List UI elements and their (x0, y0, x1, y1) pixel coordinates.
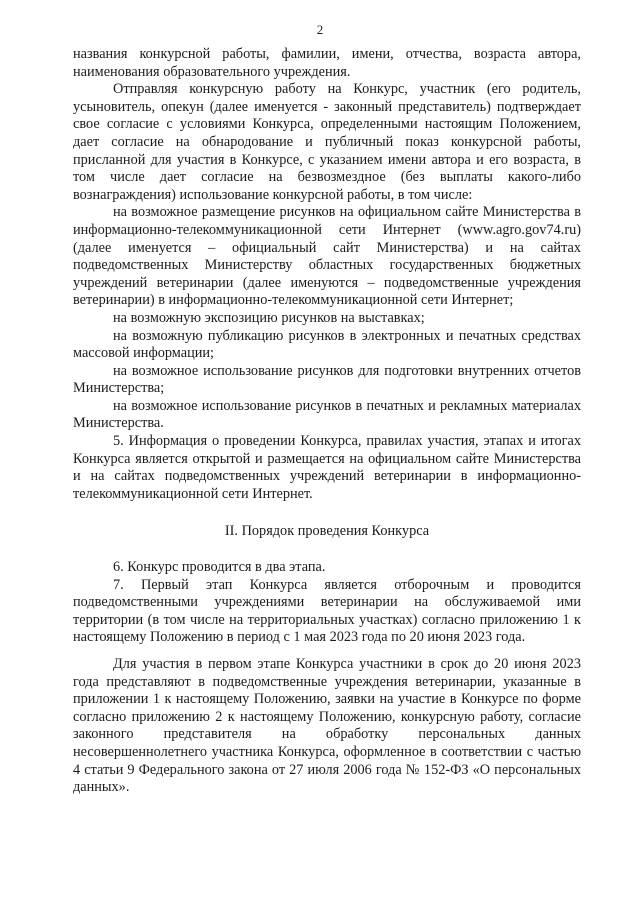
list-item-reports: на возможное использование рисунков для подготовки внутренних отчетов Министерства; (73, 362, 581, 397)
section-heading: II. Порядок проведения Конкурса (224, 523, 430, 540)
list-item-website: на возможное размещение рисунков на официальном сайте Министерства в информационно-телекоммуникационной сети Интернет (www.agro.gov74.ru) (далее именуется – официальный сайт Министерства) и на сайтах подведомственных Министерству областных государственных бюджетных учреждений ветеринарии (далее именуются – подведомственные учреждения ветеринарии) в информационно-телекоммуникационной сети Интернет; (73, 204, 581, 309)
paragraph-continuation: названия конкурсной работы, фамилии, имени, отчества, возраста автора, наименования образовательного учреждения. (73, 46, 581, 80)
list-item-exhibition: на возможную экспозицию рисунков на выставках; (113, 309, 425, 326)
paragraph-item-6: 6. Конкурс проводится в два этапа. (113, 559, 326, 576)
paragraph-item-7: 7. Первый этап Конкурса является отборочным и проводится подведомственными учреждениями ветеринарии на обслуживаемой ими территории (в том числе на территориальных участках) согласно приложению 1 к настоящему Положению в период с 1 мая 2023 года по 20 июня 2023 года. (73, 576, 581, 646)
paragraph-item-5: 5. Информация о проведении Конкурса, правилах участия, этапах и итогах Конкурса является открытой и размещается на официальном сайте Министерства и на сайтах подведомственных учреждений ветеринарии в информационно-телекоммуникационной сети Интернет. (73, 433, 581, 502)
page-number: 2 (316, 22, 324, 37)
paragraph-participation: Для участия в первом этапе Конкурса участники в срок до 20 июня 2023 года представляют в подведомственные учреждения ветеринарии, указанные в приложении 1 к настоящему Положению, заявки на участие в Конкурсе по форме согласно приложению 2 к настоящему Положению, конкурсную работу, согласие законного представителя на обработку персональных данных несовершеннолетнего участника Конкурса, оформленное в соответствии с частью 4 статьи 9 Федерального закона от 27 июля 2006 года № 152-ФЗ «О персональных данных». (73, 656, 581, 796)
document-body (73, 46, 581, 797)
paragraph-consent: Отправляя конкурсную работу на Конкурс, участник (его родитель, усыновитель, опекун (далее именуется - законный представитель) подтверждает свое согласие с условиями Конкурса, определенными настоящим Положением, дает согласие на обнародование и публичный показ конкурсной работы, присланной для участия в Конкурсе, с указанием имени автора и его возраста, в том числе дает согласие на безвозмездное (без выплаты какого-либо вознаграждения) использование конкурсной работы, в том числе: (73, 81, 581, 203)
list-item-media: на возможную публикацию рисунков в электронных и печатных средствах массовой информации; (73, 327, 581, 362)
list-item-advertising: на возможное использование рисунков в печатных и рекламных материалах Министерства. (73, 397, 581, 432)
